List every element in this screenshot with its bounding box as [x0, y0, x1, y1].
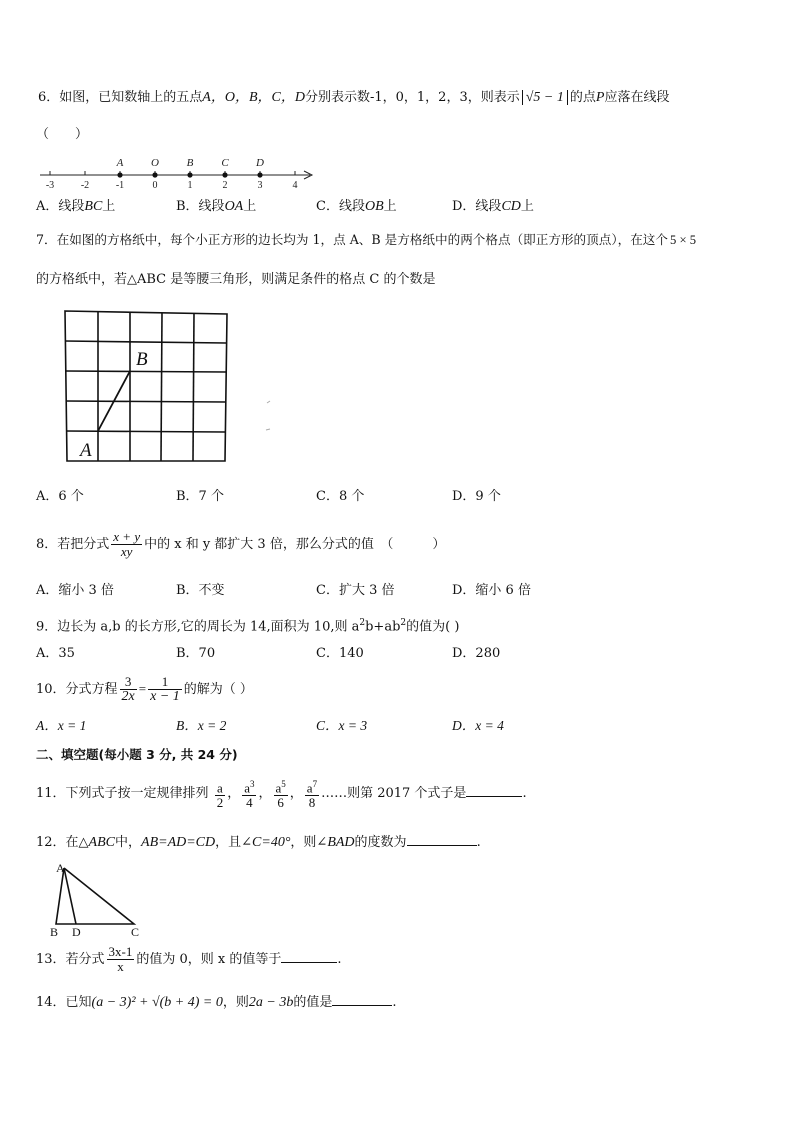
- q10-fraction-right: $\frac{1}{x - 1}$: [150, 674, 180, 704]
- axis-tick-label: 2: [222, 180, 228, 191]
- q6-expr: √5 − 1: [522, 90, 568, 105]
- q8-option-b: B．不变: [176, 583, 225, 598]
- q8-option-a: A．缩小 3 倍: [36, 583, 114, 598]
- axis-tick-label: -2: [80, 180, 90, 191]
- q6-values: -1，0，1，2，3: [369, 90, 468, 105]
- q7-option-d: D．9 个: [452, 489, 501, 504]
- q7-grid-figure: [60, 308, 280, 468]
- label-d: D: [72, 925, 81, 939]
- section-heading-fill-in: 二、填空题(每小题 3 分, 共 24 分): [36, 747, 238, 762]
- axis-point: [152, 172, 157, 177]
- q10-option-a: A．x = 1: [36, 718, 87, 733]
- axis-point-label: B: [186, 157, 194, 169]
- q6-option-b: B．线段OA上: [176, 199, 257, 214]
- q9-option-c: C．140: [316, 646, 364, 661]
- q6-text-d: 的点: [569, 90, 596, 105]
- axis-point-label: O: [151, 157, 159, 169]
- axis-point-label: D: [256, 157, 264, 169]
- q12-triangle-figure: [46, 858, 156, 940]
- q14-expr: (a − 3)² + √(b + 4) = 0: [91, 995, 223, 1010]
- q7-line2: 的方格纸中，若△ABC 是等腰三角形，则满足条件的格点 C 的个数是: [36, 272, 436, 287]
- q10-option-d: D．x = 4: [452, 718, 504, 733]
- q8-line: 8．若把分式 $\frac{x + y}{xy}$ 中的 x 和 y 都扩大 3 倍，那么分式的值 （ ）: [36, 529, 446, 559]
- q6-text-e: 应落在线段: [604, 90, 670, 105]
- q12-line: 12．在△ABC中，AB=AD=CD，且∠C=40°，则∠BAD的度数为 .: [36, 835, 481, 850]
- axis-point: [187, 172, 192, 177]
- q11-fraction-4: $\frac{a^7}{8}$: [306, 778, 318, 811]
- q11-line: 11．下列式子按一定规律排列 $\frac{a}{2}$ ， $\frac{a^3}{4}$ ， $\frac{a^5}{6}$ ， $\frac{a^7}{8}$ ……则第 2017 个式子是 .: [36, 778, 527, 811]
- q13-fraction: $\frac{3x-1}{x}$: [108, 944, 133, 974]
- triangle-abc: [56, 868, 134, 924]
- q6-line: [38, 90, 669, 106]
- point-b-label: B: [136, 349, 148, 370]
- q8-option-d: D．缩小 6 倍: [452, 583, 531, 598]
- q10-fraction-left: $\frac{3}{2x}$: [121, 674, 135, 704]
- q9-line: 9．边长为 a,b 的长方形,它的周长为 14,面积为 10,则 $a^2b+ab^2$的值为( ): [36, 618, 460, 635]
- q7-option-c: C．8 个: [316, 489, 365, 504]
- axis-point: [257, 172, 262, 177]
- axis-point-label: A: [116, 157, 124, 169]
- q7-option-b: B．7 个: [176, 489, 224, 504]
- q6-paren: （ ）: [36, 127, 89, 142]
- q6-number-line: [36, 155, 321, 191]
- q9-option-d: D．280: [452, 646, 501, 661]
- grid-lines: [65, 311, 227, 461]
- q10-option-b: B．x = 2: [176, 718, 227, 733]
- q14-line: 14．已知(a − 3)² + √(b + 4) = 0，则2a − 3b的值是 .: [36, 995, 397, 1010]
- q12-answer-blank[interactable]: [407, 833, 477, 846]
- q7-line1: 7．在如图的方格纸中，每个小正方形的边长均为 1，点 A、B 是方格纸中的两个格点（即正方形的顶点），在这个 5 × 5: [36, 232, 696, 247]
- q8-option-c: C．扩大 3 倍: [316, 583, 395, 598]
- label-b: B: [50, 925, 59, 939]
- q14-answer-blank[interactable]: [332, 993, 392, 1006]
- q11-fraction-1: $\frac{a}{2}$: [215, 777, 226, 810]
- axis-tick-label: -1: [115, 180, 125, 191]
- q6-text-c: ，则表示: [467, 90, 520, 105]
- axis-tick-label: -3: [45, 180, 55, 191]
- q10-option-c: C．x = 3: [316, 718, 368, 733]
- axis-tick-label: 0: [152, 180, 158, 191]
- q7-size: 5 × 5: [670, 233, 696, 247]
- q6-option-d: D．线段CD上: [452, 199, 534, 214]
- q13-answer-blank[interactable]: [281, 950, 337, 963]
- axis-point-label: C: [221, 157, 229, 169]
- axis-tick-label: 4: [292, 180, 298, 191]
- q11-answer-blank[interactable]: [466, 784, 522, 797]
- axis-point: [117, 172, 122, 177]
- label-a: A: [56, 861, 65, 875]
- q11-fraction-3: $\frac{a^5}{6}$: [275, 778, 286, 811]
- q6-points: A，O，B，C，D: [202, 90, 305, 105]
- axis-tick-label: 1: [187, 180, 193, 191]
- axis-point: [222, 172, 227, 177]
- point-a-label: A: [80, 440, 92, 461]
- q13-line: 13．若分式 $\frac{3x-1}{x}$ 的值为 0，则 x 的值等于 .: [36, 944, 342, 974]
- q6-text-a: 6．如图，已知数轴上的五点: [38, 90, 203, 105]
- axis-tick-label: 3: [257, 180, 263, 191]
- q6-option-c: C．线段OB上: [316, 199, 397, 214]
- label-c: C: [131, 925, 140, 939]
- q9-option-a: A．35: [36, 646, 75, 661]
- scan-mark: [266, 401, 270, 430]
- q8-fraction: $\frac{x + y}{xy}$: [113, 529, 141, 559]
- q7-option-a: A．6 个: [36, 489, 84, 504]
- q10-line: 10．分式方程 $\frac{3}{2x}$ = $\frac{1}{x - 1}$ 的解为（ ）: [36, 674, 253, 704]
- q11-fraction-2: $\frac{a^3}{4}$: [244, 778, 255, 811]
- q6-P: P: [595, 90, 605, 105]
- q6-text-b: 分别表示数: [304, 90, 370, 105]
- q6-option-a: A．线段BC上: [36, 199, 116, 214]
- q9-option-b: B．70: [176, 646, 216, 661]
